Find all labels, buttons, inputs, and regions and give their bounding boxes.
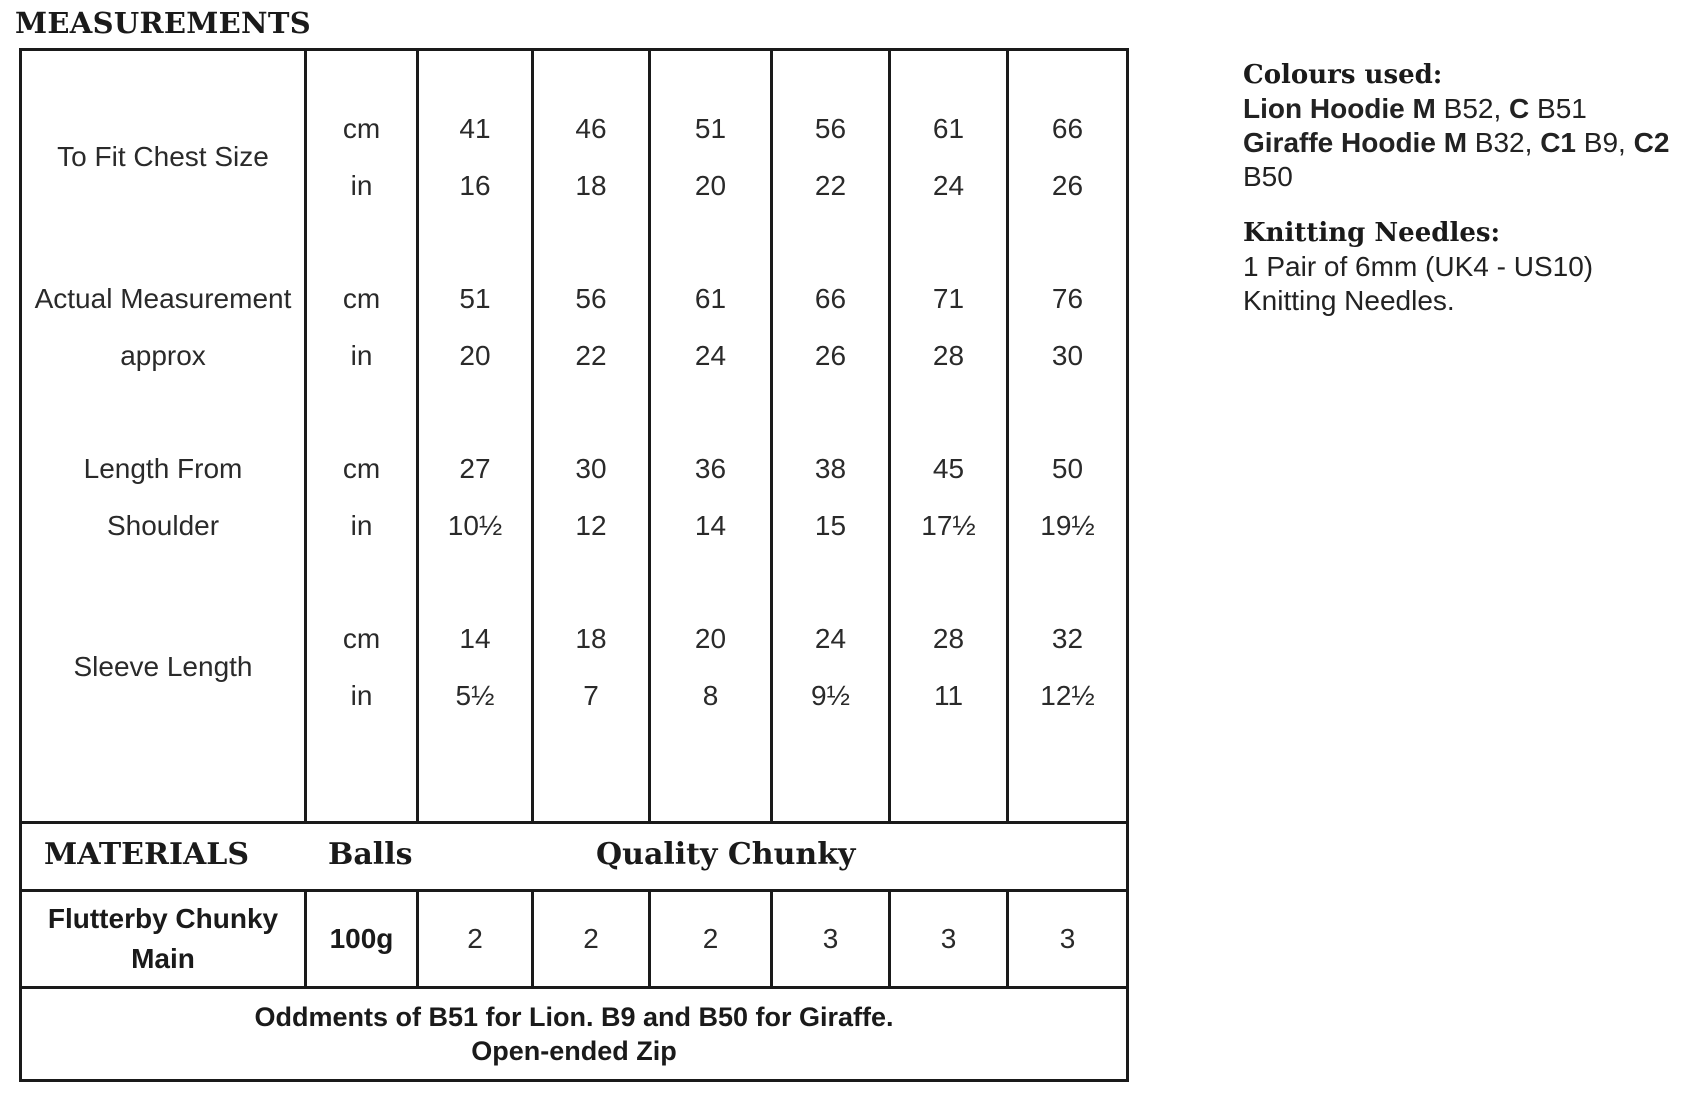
measurement-value-cm: 32 bbox=[1051, 623, 1084, 654]
size-column-4 bbox=[772, 50, 890, 823]
unit-label-cm: cm bbox=[342, 623, 381, 654]
yarn-name-line1: Flutterby Chunky bbox=[47, 903, 279, 934]
ball-count-cell bbox=[533, 891, 650, 988]
size-column-2 bbox=[533, 50, 650, 823]
lion-main-value: B52, bbox=[1435, 93, 1510, 124]
measurement-value-cm: 41 bbox=[459, 113, 491, 144]
measurement-value-in: 11 bbox=[933, 680, 964, 711]
measurement-value-cm: 66 bbox=[1051, 113, 1084, 144]
measurement-value-in: 17½ bbox=[921, 510, 976, 541]
size-column-1 bbox=[418, 50, 533, 823]
giraffe-colours bbox=[1243, 126, 1693, 160]
yarn-row bbox=[21, 891, 1252, 988]
yarn-weight-cell bbox=[306, 891, 418, 988]
measurement-value-cm: 51 bbox=[459, 283, 491, 314]
side-panel bbox=[1243, 58, 1693, 318]
yarn-weight: 100g bbox=[329, 923, 394, 954]
measurement-value-in: 22 bbox=[575, 340, 607, 371]
measurement-value-cm: 56 bbox=[814, 113, 847, 144]
size-column-6 bbox=[1008, 50, 1128, 823]
ball-count-cell bbox=[418, 891, 533, 988]
measurement-value-in: 15 bbox=[814, 510, 847, 541]
measurement-value-in: 16 bbox=[459, 170, 491, 201]
measurement-value-cm: 28 bbox=[932, 623, 965, 654]
ball-count-cell bbox=[1008, 891, 1128, 988]
measurement-value-cm: 20 bbox=[694, 623, 727, 654]
giraffe-c2-value: B50 bbox=[1243, 161, 1293, 192]
measurement-value-cm: 24 bbox=[814, 623, 847, 654]
measurement-label: Length From bbox=[83, 453, 243, 484]
measurement-value-in: 9½ bbox=[811, 680, 850, 711]
giraffe-c1-value: B9, bbox=[1576, 127, 1634, 158]
measurement-label: approx bbox=[120, 340, 206, 371]
measurement-value-in: 8 bbox=[702, 680, 719, 711]
measurement-value-in: 10½ bbox=[447, 510, 503, 541]
measurement-value-in: 12½ bbox=[1040, 680, 1095, 711]
notes-cell bbox=[21, 988, 1128, 1081]
yarn-name-cell bbox=[21, 891, 306, 988]
needles-heading: Knitting Needles: bbox=[1243, 218, 1501, 248]
unit-label-in: in bbox=[350, 340, 373, 371]
measurement-value-in: 24 bbox=[694, 340, 727, 371]
size-column-3 bbox=[650, 50, 772, 823]
measurement-value-cm: 76 bbox=[1051, 283, 1084, 314]
ball-count-size-1: 2 bbox=[467, 923, 483, 954]
ball-count-size-4: 3 bbox=[822, 923, 839, 954]
measurement-value-in: 5½ bbox=[455, 680, 495, 711]
unit-label-in: in bbox=[350, 170, 373, 201]
lion-main-key: M bbox=[1412, 93, 1436, 124]
measurement-value-cm: 61 bbox=[932, 113, 965, 144]
size-column-5 bbox=[890, 50, 1008, 823]
measurement-value-in: 30 bbox=[1051, 340, 1084, 371]
balls-label: Balls bbox=[328, 837, 413, 872]
lion-contrast-key: C bbox=[1509, 93, 1530, 124]
measurement-value-in: 7 bbox=[583, 680, 599, 711]
measurement-label-column bbox=[21, 50, 306, 823]
measurement-value-cm: 66 bbox=[814, 283, 847, 314]
lion-colours bbox=[1243, 92, 1693, 126]
lion-name: Lion Hoodie bbox=[1243, 93, 1405, 124]
unit-label-in: in bbox=[350, 680, 373, 711]
unit-label-in: in bbox=[350, 510, 373, 541]
lion-contrast-value: B51 bbox=[1529, 93, 1587, 124]
measurement-value-cm: 14 bbox=[459, 623, 491, 654]
yarn-name-line2: Main bbox=[131, 943, 195, 974]
measurement-value-in: 26 bbox=[1051, 170, 1084, 201]
quality-label: Quality Chunky bbox=[596, 837, 856, 872]
measurement-label: Shoulder bbox=[106, 510, 220, 541]
needles-line-2: Knitting Needles. bbox=[1243, 285, 1455, 316]
measurement-value-cm: 27 bbox=[459, 453, 491, 484]
ball-count-cell bbox=[650, 891, 772, 988]
measurement-value-in: 19½ bbox=[1040, 510, 1095, 541]
measurement-value-cm: 61 bbox=[694, 283, 727, 314]
unit-label-cm: cm bbox=[342, 113, 381, 144]
materials-title: MATERIALS bbox=[44, 837, 250, 872]
unit-label-cm: cm bbox=[342, 453, 381, 484]
measurement-value-cm: 38 bbox=[814, 453, 847, 484]
notes-row bbox=[21, 988, 1252, 1081]
measurement-value-in: 26 bbox=[814, 340, 847, 371]
measurement-value-cm: 51 bbox=[694, 113, 727, 144]
measurement-value-in: 18 bbox=[575, 170, 607, 201]
measurement-value-in: 20 bbox=[694, 170, 727, 201]
measurement-value-cm: 45 bbox=[932, 453, 965, 484]
giraffe-main-value: B32, bbox=[1467, 127, 1541, 158]
ball-count-size-5: 3 bbox=[940, 923, 957, 954]
measurement-value-in: 28 bbox=[932, 340, 965, 371]
colours-heading: Colours used: bbox=[1243, 60, 1443, 90]
measurements-row bbox=[21, 50, 1252, 823]
ball-count-size-6: 3 bbox=[1059, 923, 1076, 954]
measurement-value-cm: 18 bbox=[575, 623, 607, 654]
measurement-value-cm: 56 bbox=[575, 283, 607, 314]
ball-count-cell bbox=[772, 891, 890, 988]
measurement-label: Sleeve Length bbox=[73, 651, 253, 682]
needles-line-1: 1 Pair of 6mm (UK4 - US10) bbox=[1243, 251, 1594, 282]
measurement-value-in: 14 bbox=[694, 510, 727, 541]
measurement-label: To Fit Chest Size bbox=[57, 141, 269, 172]
measurement-label: Actual Measurement bbox=[34, 283, 292, 314]
ball-count-cell bbox=[890, 891, 1008, 988]
measurement-value-in: 20 bbox=[459, 340, 491, 371]
measurement-value-cm: 36 bbox=[694, 453, 727, 484]
materials-header-row bbox=[21, 823, 1252, 891]
measurement-value-cm: 71 bbox=[932, 283, 965, 314]
giraffe-c2-key: C2 bbox=[1633, 127, 1670, 158]
notes-line-2: Open-ended Zip bbox=[471, 1036, 677, 1066]
giraffe-name: Giraffe Hoodie bbox=[1243, 127, 1436, 158]
measurement-value-cm: 46 bbox=[575, 113, 607, 144]
measurements-heading: MEASUREMENTS bbox=[15, 6, 311, 40]
materials-header-cell bbox=[21, 823, 1128, 891]
measurement-value-cm: 50 bbox=[1051, 453, 1084, 484]
ball-count-size-2: 2 bbox=[583, 923, 599, 954]
unit-column bbox=[306, 50, 418, 823]
giraffe-main-key: M bbox=[1443, 127, 1468, 158]
measurement-value-in: 22 bbox=[814, 170, 847, 201]
measurement-value-in: 12 bbox=[575, 510, 607, 541]
notes-line-1: Oddments of B51 for Lion. B9 and B50 for Giraffe. bbox=[254, 1002, 894, 1032]
giraffe-c1-key: C1 bbox=[1540, 127, 1576, 158]
unit-label-cm: cm bbox=[342, 283, 381, 314]
measurements-table bbox=[19, 48, 1253, 1082]
measurement-value-in: 24 bbox=[932, 170, 965, 201]
measurement-value-cm: 30 bbox=[575, 453, 607, 484]
ball-count-size-3: 2 bbox=[702, 923, 719, 954]
